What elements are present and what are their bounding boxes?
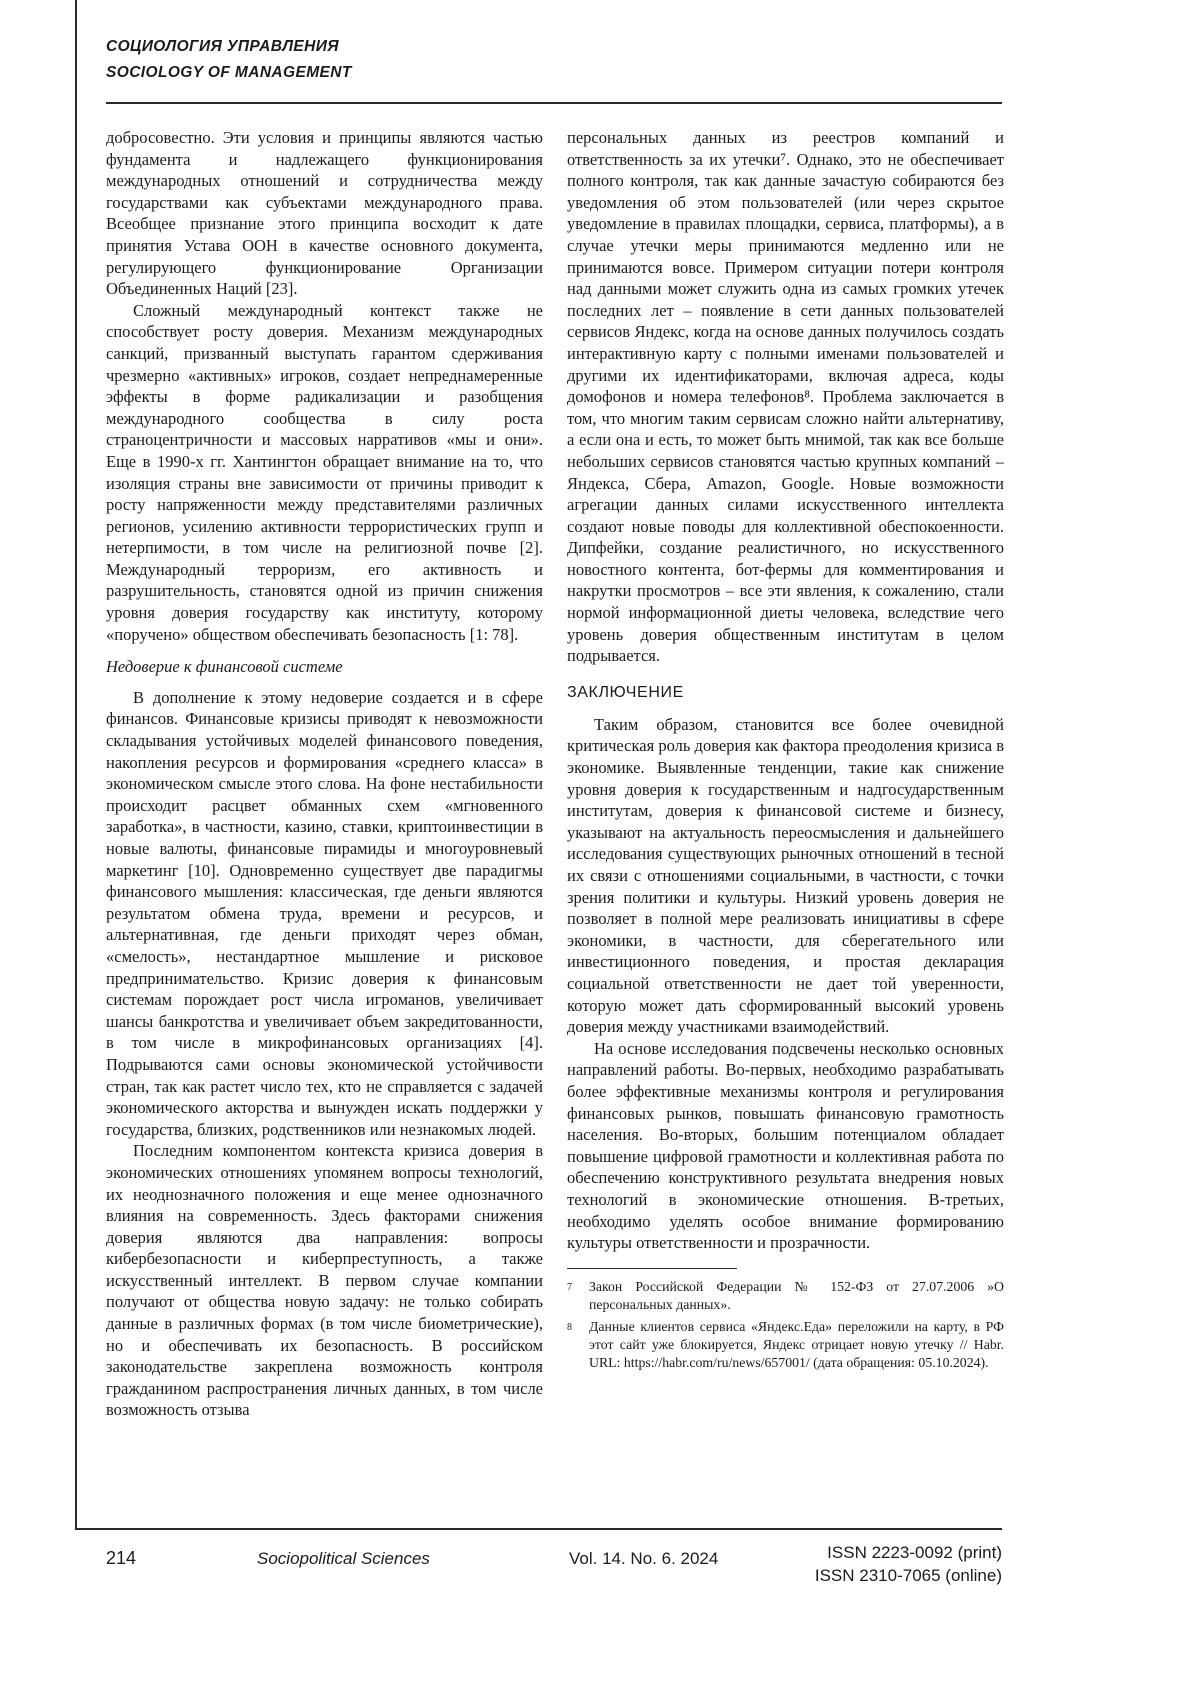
running-head — [106, 38, 352, 82]
paragraph: персональных данных из реестров компаний и ответственность за их утечки⁷. Однако, это не обеспечивает полного контроля, так как данные зачастую собираются без уведомления об этом пользователей (или через скрытое уведомление в правилах площадки, сервиса, платформы), а в случае утечки меры принимаются медленно или не принимаются вовсе. Примером ситуации потери контроля над данными может служить одна из самых громких утечек последних лет – появление в сети данных пользователей сервисов Яндекс, когда на основе данных получилось создать интерактивную карту с полными именами пользователей и другими их идентификаторами, включая адреса, коды домофонов и номера телефонов⁸. Проблема заключается в том, что многим таким сервисам сложно найти альтернативу, а если она и есть, то может быть мнимой, так как все больше небольших сервисов становятся частью крупных компаний – Яндекса, Сбера, Amazon, Google. Новые возможности агрегации данных силами искусственного интеллекта создают новые поводы для коллективной обеспокоенности. Дипфейки, создание реалистичного, но искусственного новостного контента, бот-фермы для комментирования и накрутки просмотров – все эти явления, к сожалению, стали нормой информационной диеты человека, вследствие чего уровень доверия общественным институтам в целом подрывается. — [567, 128, 1004, 666]
page-number: 214 — [106, 1548, 137, 1568]
issn-print: ISSN 2223-0092 (print) — [827, 1543, 1002, 1562]
footer-rule — [75, 1528, 1002, 1530]
left-margin-rule — [75, 0, 77, 1529]
paragraph: В дополнение к этому недоверие создается и в сфере финансов. Финансовые кризисы приводят к невозможности складывания устойчивых моделей финансового поведения, накопления ресурсов и формирования «среднего класса» в экономическом смысле этого слова. На фоне нестабильности происходит расцвет обманных схем «мгновенного заработка», в частности, казино, ставки, криптоинвестиции в новые валюты, финансовые пирамиды и многоуровневый маркетинг [10]. Одновременно существует две парадигмы финансового мышления: классическая, где деньги являются результатом обмена труда, времени и ресурсов, и альтернативная, где деньги приходят через обман, «смелость», нестандартное мышление и рисковое предпринимательство. Кризис доверия к финансовым системам порождает рост числа игроманов, увеличивает шансы банкротства и увеличивает объем закредитованности, в том числе в микрофинансовых организациях [4]. Подрываются сами основы экономической устойчивости стран, так как растет число тех, кто не справляется с задачей экономического акторства и вынужден искать поддержки у государства, близких, родственников или незнакомых людей. — [106, 687, 543, 1139]
footnote-number: 8 — [567, 1321, 572, 1333]
text-column-left — [106, 127, 543, 1525]
paragraph: Последним компонентом контекста кризиса доверия в экономических отношениях упомянем вопросы технологий, их неоднозначного положения и еще менее однозначного влияния на современность. Здесь факторами снижения доверия являются два направления: вопросы кибербезопасности и киберпреступность, а также искусственный интеллект. В первом случае компании получают от общества новую задачу: не только собирать данные в различных формах (в том числе биометрические), но и обеспечивать их безопасность. В российском законодательстве закреплена возможность контроля гражданином распространения личных данных, в том числе возможность отзыва — [106, 1141, 543, 1420]
volume-issue: Vol. 14. No. 6. 2024 — [569, 1549, 719, 1568]
footnotes-block — [567, 1268, 1004, 1373]
header-rule — [106, 102, 1002, 104]
issn-online: ISSN 2310-7065 (online) — [814, 1566, 1002, 1585]
paragraph: Таким образом, становится все более очевидной критическая роль доверия как фактора преодоления кризиса в экономике. Выявленные тенденции, такие как снижение уровня доверия к государственным и надгосударственным институтам, доверия к финансовой системе и бизнесу, указывают на актуальность переосмысления и дальнейшего исследования существующих рыночных отношений в тесной их связи с отношениями социальными, в частности, с точки зрения политики и культуры. Низкий уровень доверия не позволяет в полной мере реализовать инициативы в сфере экономики, в частности, для сберегательного или инвестиционного поведения, и простая декларация социальной ответственности не дает той уверенности, которую может дать сформированный высокий уровень доверия между участниками взаимодействий. — [567, 714, 1004, 1037]
footnote — [567, 1278, 1004, 1315]
footnote-text: Данные клиентов сервиса «Яндекс.Еда» переложили на карту, в РФ этот сайт уже блокируется, Яндекс отрицает новую утечку // Habr. URL: https://habr.com/ru/news/657001/ (дата обращения: 05.10.2024). — [589, 1318, 1004, 1371]
text-column-right — [567, 127, 1004, 1525]
paragraph: Сложный международный контекст также не способствует росту доверия. Механизм международных санкций, призванный выступать гарантом сдерживания чрезмерно «активных» игроков, создает непреднамеренные эффекты в форме радикализации и разобщения международного сообщества в силу роста страноцентричности и массовых нарративов «мы и они». Еще в 1990-х гг. Хантингтон обращает внимание на то, что изоляция страны вне зависимости от причины приводит к росту напряженности между представителями различных регионов, усилению активности террористических групп и нетерпимости, в том числе на религиозной почве [2]. Международный терроризм, его активность и разрушительность, становятся одной из причин снижения уровня доверия государству как институту, которому «поручено» обществом обеспечивать безопасность [1: 78]. — [106, 300, 543, 644]
footnote-text: Закон Российской Федерации № 152-ФЗ от 27.07.2006 »О персональных данных». — [589, 1278, 1004, 1313]
section-heading: Недоверие к финансовой системе — [106, 657, 343, 677]
footnote-divider — [567, 1268, 737, 1269]
journal-name: Sociopolitical Sciences — [257, 1549, 430, 1568]
footnote-number: 7 — [567, 1281, 572, 1293]
page-content — [106, 127, 1004, 1525]
issn-block — [815, 1541, 1002, 1587]
conclusion-heading: ЗАКЛЮЧЕНИЕ — [567, 683, 684, 701]
paragraph: На основе исследования подсвечены несколько основных направлений работы. Во-первых, необходимо разрабатывать более эффективные механизмы контроля и регулирования финансовых рынков, повышать финансовую грамотность населения. Во-вторых, большим потенциалом обладает повышение цифровой грамотности и коллективная работа по обеспечению конструктивного результата внедрения новых технологий в экономические отношения. В-третьих, необходимо уделять особое внимание формированию культуры ответственности и прозрачности. — [567, 1038, 1004, 1253]
footnote — [567, 1318, 1004, 1373]
section-title-ru: СОЦИОЛОГИЯ УПРАВЛЕНИЯ — [106, 38, 339, 55]
paragraph: добросовестно. Эти условия и принципы являются частью фундамента и надлежащего функционирования международных отношений и сотрудничества между государствами как субъектами международного права. Всеобщее признание этого принципа восходит к дате принятия Устава ООН в качестве основного документа, регулирующего функционирование Организации Объединенных Наций [23]. — [106, 128, 543, 299]
section-title-en: SOCIOLOGY OF MANAGEMENT — [106, 64, 352, 81]
